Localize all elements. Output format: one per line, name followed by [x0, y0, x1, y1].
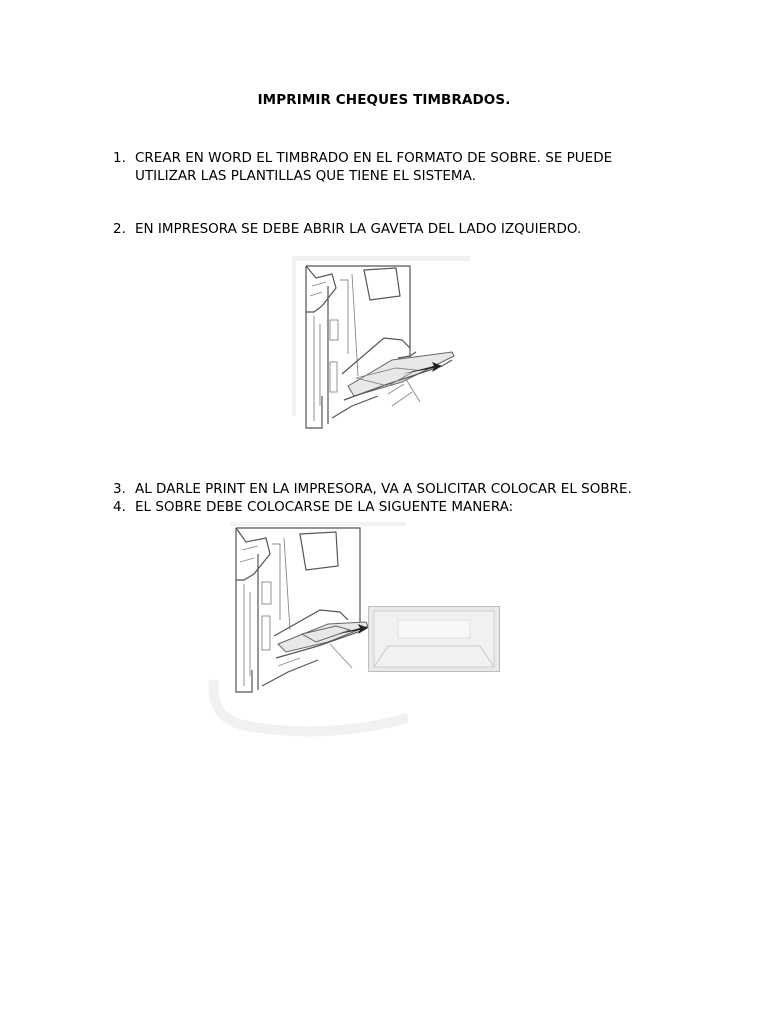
- printer-icon: [292, 256, 472, 432]
- envelope-icon: [368, 606, 500, 672]
- printer-bypass-tray-illustration: [292, 256, 472, 432]
- step-text: [135, 220, 655, 238]
- step-line: UTILIZAR LAS PLANTILLAS QUE TIENE EL SISTEMA.: [135, 168, 476, 184]
- document-title: IMPRIMIR CHEQUES TIMBRADOS.: [257, 92, 511, 108]
- envelope-illustration: [368, 606, 500, 672]
- step-line: AL DARLE PRINT EN LA IMPRESORA, VA A SOLICITAR COLOCAR EL SOBRE.: [135, 481, 632, 497]
- step-number: 4.: [113, 499, 126, 515]
- step-line: EN IMPRESORA SE DEBE ABRIR LA GAVETA DEL LADO IZQUIERDO.: [135, 221, 582, 237]
- step-line: EL SOBRE DEBE COLOCARSE DE LA SIGUENTE MANERA:: [135, 499, 514, 515]
- step-number: 3.: [113, 481, 126, 497]
- step-text: [135, 149, 655, 185]
- step-number: 2.: [113, 221, 126, 237]
- step-line: CREAR EN WORD EL TIMBRADO EN EL FORMATO DE SOBRE. SE PUEDE: [135, 150, 613, 166]
- step-text: [135, 480, 655, 498]
- step-number: 1.: [113, 150, 126, 166]
- step-text: [135, 498, 655, 516]
